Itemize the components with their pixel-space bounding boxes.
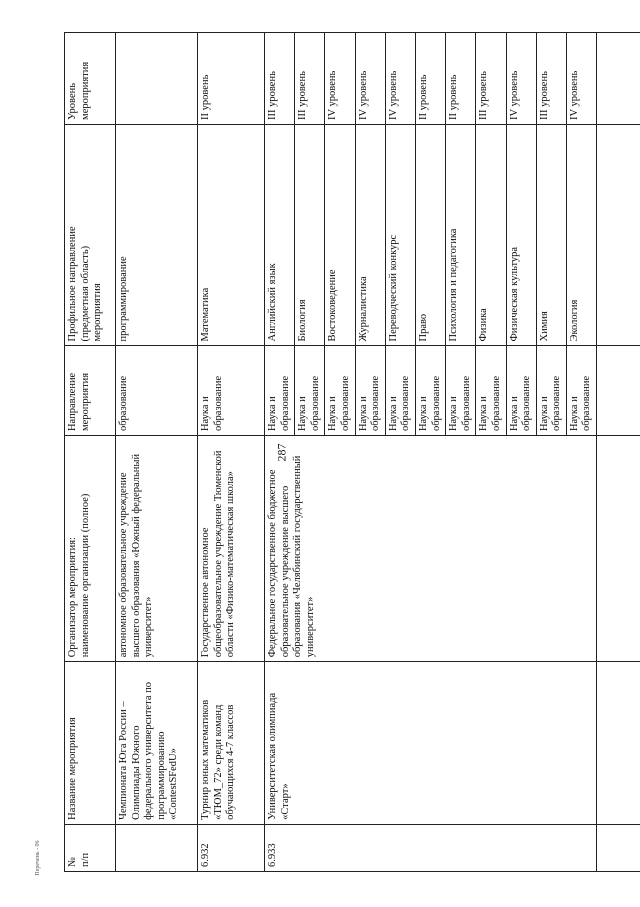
table-row [265,33,295,872]
cell-direction: Наука и образование [476,346,506,436]
cell-name: Университетская олимпиада «Старт» [265,662,597,825]
cell-name: Турнир юных математиков «ТЮМ_72» среди команд обучающихся 4-7 классов [198,662,265,825]
cell-direction: Наука и образование [198,346,265,436]
cell-empty [597,436,640,662]
cell-level: IV уровень [385,33,415,125]
header-level: Уровень мероприятия [65,33,116,125]
cell-num [116,824,198,871]
header-num: № п/п [65,824,116,871]
cell-level: II уровень [446,33,476,125]
table-empty-row [597,33,640,872]
cell-empty [597,824,640,871]
cell-direction: Наука и образование [415,346,445,436]
cell-profile: Психология и педагогика [446,124,476,346]
cell-level: III уровень [476,33,506,125]
cell-profile: Химия [536,124,566,346]
cell-profile: программирование [116,124,198,346]
cell-organizer: автономное образовательное учреждение высшего образования «Южный федеральный университет» [116,436,198,662]
cell-empty [597,124,640,346]
footer-code: Перечень - 06 [35,840,41,876]
cell-profile: Журналистика [355,124,385,346]
cell-direction: Наука и образование [325,346,355,436]
page-number: 287 [274,443,289,462]
cell-direction: Наука и образование [566,346,596,436]
cell-num: 6.932 [198,824,265,871]
cell-direction: Наука и образование [265,346,295,436]
cell-level: II уровень [415,33,445,125]
cell-profile: Право [415,124,445,346]
cell-level: III уровень [536,33,566,125]
cell-direction: образование [116,346,198,436]
cell-level: IV уровень [506,33,536,125]
table-row [116,33,198,872]
cell-num: 6.933 [265,824,597,871]
cell-level: III уровень [265,33,295,125]
cell-level: IV уровень [355,33,385,125]
table-row [198,33,265,872]
cell-level [116,33,198,125]
cell-direction: Наука и образование [295,346,325,436]
cell-organizer: Федеральное государственное бюджетное образовательное учреждение высшего образования «Челябинский государственный университет» [265,436,597,662]
cell-profile: Физика [476,124,506,346]
cell-direction: Наука и образование [506,346,536,436]
cell-profile: Переводческий конкурс [385,124,415,346]
cell-profile: Математика [198,124,265,346]
cell-direction: Наука и образование [355,346,385,436]
cell-level: II уровень [198,33,265,125]
header-name: Название мероприятия [65,662,116,825]
cell-level: IV уровень [566,33,596,125]
header-organizer: Организатор мероприятия: наименование организации (полное) [65,436,116,662]
cell-direction: Наука и образование [536,346,566,436]
cell-empty [597,662,640,825]
header-direction: Направление мероприятия [65,346,116,436]
cell-name: Чемпионата Юга России – Олимпиады Южного федерального университета по программированию «ContestSFedU» [116,662,198,825]
events-table [64,32,640,872]
table-header-row [65,33,116,872]
cell-level: IV уровень [325,33,355,125]
cell-organizer: Государственное автономное общеобразовательное учреждение Тюменской области «Физико-математическая школа» [198,436,265,662]
cell-profile: Английский язык [265,124,295,346]
cell-profile: Востоковедение [325,124,355,346]
cell-profile: Биология [295,124,325,346]
cell-direction: Наука и образование [446,346,476,436]
rotated-table-container [64,32,593,872]
cell-empty [597,346,640,436]
header-profile: Профильное направление (предметная область) мероприятия [65,124,116,346]
cell-direction: Наука и образование [385,346,415,436]
cell-profile: Физическая культура [506,124,536,346]
cell-level: III уровень [295,33,325,125]
cell-empty [597,33,640,125]
cell-profile: Экология [566,124,596,346]
